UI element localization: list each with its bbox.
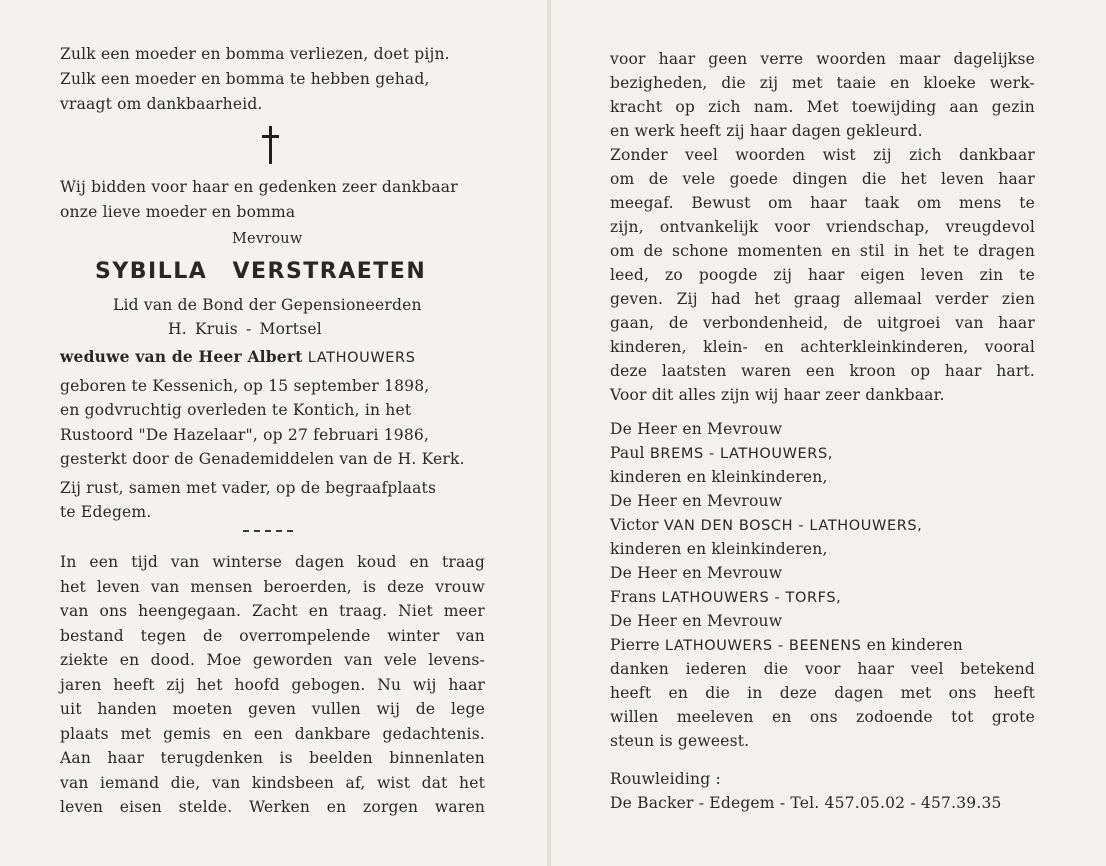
family-3-title: De Heer en Mevrouw xyxy=(610,564,783,582)
family-2-name xyxy=(610,516,922,535)
burial-line-2: te Edegem. xyxy=(60,503,152,521)
birth-line-3: Rustoord "De Hazelaar", op 27 februari 1986, xyxy=(60,426,430,444)
prayer-line-1: Wij bidden voor haar en gedenken zeer dankbaar xyxy=(60,178,458,196)
birth-line-2: en godvruchtig overleden te Kontich, in het xyxy=(60,401,412,419)
right-page xyxy=(551,0,1106,866)
family-4-title: De Heer en Mevrouw xyxy=(610,612,783,630)
intro-line-3: vraagt om dankbaarheid. xyxy=(60,95,263,113)
reflection-line-8: plaats met gemis en een dankbare gedachtenis. xyxy=(60,725,485,743)
cross-icon xyxy=(259,126,283,164)
reflection-line-4: bestand tegen de overrompelende winter van xyxy=(60,627,485,645)
continued-line-14: deze laatsten waren een kroon op haar hart. xyxy=(610,362,1035,380)
funeral-director: De Backer - Edegem - Tel. 457.05.02 - 457.39.35 xyxy=(610,794,1002,812)
honorific: Mevrouw xyxy=(232,231,303,247)
reflection-line-1: In een tijd van winterse dagen koud en traag xyxy=(60,553,485,571)
continued-line-3: kracht op zich nam. Met toewijding aan gezin xyxy=(610,98,1035,116)
thanks-line-2: heeft en die in deze dagen met ons heeft xyxy=(610,684,1035,702)
continued-line-4: en werk heeft zij haar dagen gekleurd. xyxy=(610,122,923,140)
left-page xyxy=(0,0,547,866)
birth-line-1: geboren te Kessenich, op 15 september 1898, xyxy=(60,377,430,395)
reflection-line-10: van iemand die, van kindsbeen af, wist dat het xyxy=(60,774,485,792)
reflection-line-6: jaren heeft zij het hoofd gebogen. Nu wij haar xyxy=(60,676,485,694)
family-4-suffix: en kinderen xyxy=(866,636,963,654)
continued-line-9: om de schone momenten en stil in het te dragen xyxy=(610,242,1035,260)
family-2-children: kinderen en kleinkinderen, xyxy=(610,540,828,558)
thanks-line-4: steun is geweest. xyxy=(610,732,750,750)
thanks-line-1: danken iederen die voor haar veel betekend xyxy=(610,660,1035,678)
reflection-line-3: van ons heengegaan. Zacht en traag. Niet meer xyxy=(60,602,485,620)
burial-line-1: Zij rust, samen met vader, op de begraafplaats xyxy=(60,479,437,497)
continued-line-6: om de vele goede dingen die het leven haar xyxy=(610,170,1035,188)
family-1-first-name: Paul xyxy=(610,444,645,462)
continued-line-11: geven. Zij had het graag allemaal verder zien xyxy=(610,290,1035,308)
continued-line-8: zijn, ontvankelijk voor vriendschap, vreugdevol xyxy=(610,218,1035,236)
affiliation-line-1: Lid van de Bond der Gepensioneerden xyxy=(113,296,422,314)
reflection-line-5: ziekte en dood. Moe geworden van vele levens- xyxy=(60,651,485,669)
widow-prefix: weduwe van de Heer Albert xyxy=(60,347,303,366)
affiliation-line-2: H. Kruis - Mortsel xyxy=(168,320,322,338)
birth-line-4: gesterkt door de Genademiddelen van de H. Kerk. xyxy=(60,450,465,468)
family-3-surname: LATHOUWERS - TORFS, xyxy=(661,590,842,606)
continued-line-5: Zonder veel woorden wist zij zich dankbaar xyxy=(610,146,1035,164)
family-1-title: De Heer en Mevrouw xyxy=(610,420,783,438)
intro-line-1: Zulk een moeder en bomma verliezen, doet pijn. xyxy=(60,45,450,63)
family-2-title: De Heer en Mevrouw xyxy=(610,492,783,510)
funeral-label: Rouwleiding : xyxy=(610,770,721,788)
continued-line-2: bezigheden, die zij met taaie en kloeke werk- xyxy=(610,74,1035,92)
reflection-line-11: leven eisen stelde. Werken en zorgen waren xyxy=(60,798,485,816)
family-1-children: kinderen en kleinkinderen, xyxy=(610,468,828,486)
continued-line-7: meegaf. Bewust om haar taak om mens te xyxy=(610,194,1035,212)
intro-line-2: Zulk een moeder en bomma te hebben gehad, xyxy=(60,70,430,88)
thanks-line-3: willen meeleven en ons zodoende tot grote xyxy=(610,708,1035,726)
family-3-name xyxy=(610,588,841,607)
widow-surname: LATHOUWERS xyxy=(307,350,416,366)
family-2-first-name: Victor xyxy=(610,516,659,534)
continued-line-10: leed, zo poogde zij haar eigen leven zin te xyxy=(610,266,1035,284)
continued-line-15: Voor dit alles zijn wij haar zeer dankbaar. xyxy=(610,386,945,404)
widow-line xyxy=(60,348,416,367)
family-4-surname: LATHOUWERS - BEENENS xyxy=(664,638,862,654)
reflection-line-7: uit handen moeten geven vullen wij de lege xyxy=(60,700,485,718)
continued-line-12: gaan, de verbondenheid, de uitgroei van haar xyxy=(610,314,1035,332)
family-1-name xyxy=(610,444,833,463)
prayer-line-2: onze lieve moeder en bomma xyxy=(60,203,296,221)
continued-line-13: kinderen, klein- en achterkleinkinderen, vooral xyxy=(610,338,1035,356)
continued-line-1: voor haar geen verre woorden maar dagelijkse xyxy=(610,50,1035,68)
deceased-name: SYBILLA VERSTRAETEN xyxy=(95,259,427,284)
family-4-name xyxy=(610,636,963,655)
family-2-surname: VAN DEN BOSCH - LATHOUWERS, xyxy=(663,518,923,534)
reflection-line-2: het leven van mensen beroerden, is deze vrouw xyxy=(60,578,485,596)
family-1-surname: BREMS - LATHOUWERS, xyxy=(649,446,833,462)
family-3-first-name: Frans xyxy=(610,588,657,606)
reflection-line-9: Aan haar terugdenken is beelden binnenlaten xyxy=(60,749,485,767)
family-4-first-name: Pierre xyxy=(610,636,660,654)
separator-dashes xyxy=(243,530,293,534)
